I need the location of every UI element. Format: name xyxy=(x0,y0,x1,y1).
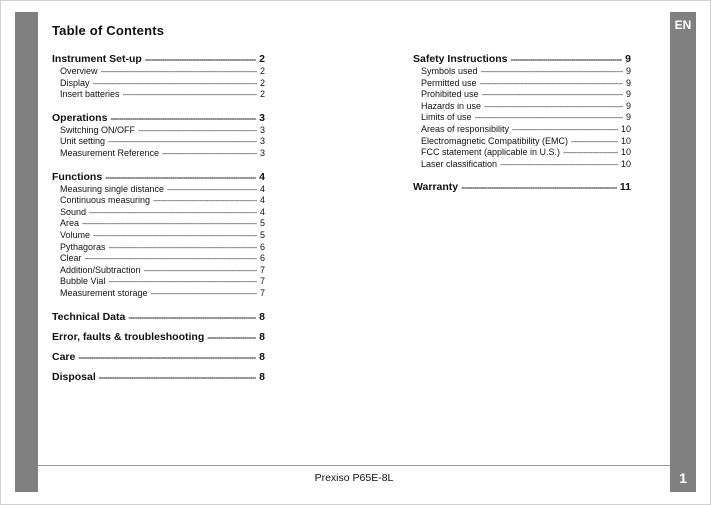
toc-heading[interactable] xyxy=(52,370,265,384)
toc-entry-page-number: 10 xyxy=(620,123,631,134)
toc-entry[interactable] xyxy=(52,148,265,160)
dot-leader xyxy=(123,90,257,102)
right-margin-bar xyxy=(670,12,696,492)
toc-entry-label: Permitted use xyxy=(421,77,477,88)
toc-heading-page-number: 11 xyxy=(619,181,631,194)
language-badge: EN xyxy=(674,18,692,32)
dot-leader xyxy=(207,331,256,345)
toc-entry-page-number: 7 xyxy=(259,264,265,275)
dot-leader xyxy=(162,149,257,161)
dot-leader xyxy=(78,351,256,365)
toc-entry-page-number: 9 xyxy=(625,100,631,111)
toc-heading-page-number: 9 xyxy=(625,53,631,65)
toc-heading-page-number: 8 xyxy=(259,370,265,383)
toc-entry-page-number: 10 xyxy=(620,147,631,158)
dot-leader xyxy=(128,311,256,325)
toc-heading[interactable] xyxy=(52,170,265,184)
toc-entry-label: Sound xyxy=(60,206,87,217)
dot-leader xyxy=(99,371,256,385)
toc-entry[interactable] xyxy=(52,265,265,277)
toc-section xyxy=(52,111,265,160)
toc-heading-label: Functions xyxy=(52,170,103,183)
left-margin-bar xyxy=(15,12,38,492)
toc-left-column xyxy=(52,52,265,384)
section-gap xyxy=(52,300,265,310)
dot-leader xyxy=(93,231,257,243)
toc-entry-label: Overview xyxy=(60,66,98,76)
footer-product-name: Prexiso P65E-8L xyxy=(314,472,394,484)
toc-entry-label: Continuous measuring xyxy=(60,195,151,206)
toc-entry[interactable] xyxy=(52,125,265,137)
toc-entry[interactable] xyxy=(413,159,631,171)
section-gap xyxy=(413,170,631,180)
toc-entry-page-number: 9 xyxy=(625,77,631,88)
toc-entry[interactable] xyxy=(52,89,265,101)
toc-heading-page-number: 8 xyxy=(259,330,265,343)
dot-leader xyxy=(563,148,618,160)
toc-entry-page-number: 4 xyxy=(259,206,265,217)
toc-entry-page-number: 5 xyxy=(259,218,265,229)
toc-heading-label: Operations xyxy=(52,111,108,124)
toc-entry-label: Clear xyxy=(60,253,82,264)
toc-heading[interactable] xyxy=(52,350,265,364)
toc-entry-label: Area xyxy=(60,218,80,229)
toc-entry[interactable] xyxy=(52,184,265,196)
toc-entry-label: Areas of responsibility xyxy=(421,123,510,134)
toc-entry[interactable] xyxy=(52,207,265,219)
toc-entry-label: Unit setting xyxy=(60,136,106,147)
dot-leader xyxy=(461,181,617,195)
toc-entry-page-number: 9 xyxy=(625,89,631,100)
toc-entry[interactable] xyxy=(413,89,631,101)
toc-entry-page-number: 3 xyxy=(259,124,265,135)
toc-heading-label: Warranty xyxy=(413,181,459,194)
toc-entry-label: Display xyxy=(60,77,90,88)
page-title: Table of Contents xyxy=(52,23,165,38)
toc-heading-label: Instrument Set-up xyxy=(52,53,142,65)
dot-leader xyxy=(144,266,257,278)
toc-section xyxy=(413,52,631,170)
toc-right-column xyxy=(413,52,631,194)
toc-entry[interactable] xyxy=(413,112,631,124)
toc-heading-label: Disposal xyxy=(52,370,96,383)
toc-entry[interactable] xyxy=(52,66,265,78)
toc-entry[interactable] xyxy=(52,136,265,148)
dot-leader xyxy=(167,185,257,197)
toc-entry-page-number: 10 xyxy=(620,135,631,146)
toc-entry-label: Measuring single distance xyxy=(60,183,165,194)
toc-entry-label: Insert batteries xyxy=(60,89,120,100)
toc-entry-page-number: 9 xyxy=(625,66,631,76)
toc-heading-page-number: 2 xyxy=(259,53,265,65)
toc-entry-page-number: 7 xyxy=(259,287,265,298)
toc-section xyxy=(52,370,265,384)
toc-heading-page-number: 8 xyxy=(259,350,265,363)
toc-entry-label: Limits of use xyxy=(421,112,472,123)
toc-section xyxy=(52,170,265,300)
toc-heading[interactable] xyxy=(52,330,265,344)
toc-entry-label: Addition/Subtraction xyxy=(60,264,141,275)
toc-entry[interactable] xyxy=(413,78,631,90)
dot-leader xyxy=(110,112,256,126)
toc-heading[interactable] xyxy=(413,52,631,66)
toc-section xyxy=(52,350,265,364)
dot-leader xyxy=(109,243,257,255)
toc-heading[interactable] xyxy=(413,180,631,194)
toc-entry-page-number: 2 xyxy=(259,66,265,76)
dot-leader xyxy=(500,160,618,172)
toc-entry-page-number: 10 xyxy=(620,158,631,169)
dot-leader xyxy=(151,289,257,301)
dot-leader xyxy=(153,196,257,208)
dot-leader xyxy=(511,53,623,67)
toc-entry-page-number: 2 xyxy=(259,77,265,88)
footer-divider xyxy=(38,465,670,466)
toc-entry[interactable] xyxy=(413,124,631,136)
toc-heading-page-number: 8 xyxy=(259,310,265,323)
toc-heading-label: Technical Data xyxy=(52,310,126,323)
toc-entry-page-number: 2 xyxy=(259,89,265,100)
toc-entry[interactable] xyxy=(52,195,265,207)
toc-entry-label: Pythagoras xyxy=(60,241,106,252)
toc-heading-label: Error, faults & troubleshooting xyxy=(52,330,205,343)
toc-entry-label: Electromagnetic Compatibility (EMC) xyxy=(421,135,569,146)
toc-entry[interactable] xyxy=(413,101,631,113)
dot-leader xyxy=(138,126,257,138)
dot-leader xyxy=(481,67,623,79)
toc-entry[interactable] xyxy=(413,66,631,78)
toc-entry-label: Bubble Vial xyxy=(60,276,106,287)
toc-entry[interactable] xyxy=(52,276,265,288)
toc-entry[interactable] xyxy=(52,218,265,230)
toc-entry-label: FCC statement (applicable in U.S.) xyxy=(421,147,561,158)
toc-entry-page-number: 4 xyxy=(259,195,265,206)
dot-leader xyxy=(482,90,623,102)
toc-section xyxy=(52,52,265,101)
toc-heading-page-number: 3 xyxy=(259,111,265,124)
toc-entry-page-number: 6 xyxy=(259,241,265,252)
toc-entry[interactable] xyxy=(52,253,265,265)
toc-entry[interactable] xyxy=(52,242,265,254)
dot-leader xyxy=(101,67,257,79)
toc-heading-page-number: 4 xyxy=(259,170,265,183)
toc-entry-page-number: 7 xyxy=(259,276,265,287)
section-gap xyxy=(52,160,265,170)
dot-leader xyxy=(89,208,257,220)
toc-heading[interactable] xyxy=(52,111,265,125)
toc-entry-label: Measurement Reference xyxy=(60,147,160,158)
toc-heading[interactable] xyxy=(52,52,265,66)
toc-entry-page-number: 6 xyxy=(259,253,265,264)
dot-leader xyxy=(82,219,257,231)
toc-entry-label: Prohibited use xyxy=(421,89,479,100)
toc-entry-label: Laser classification xyxy=(421,158,498,169)
toc-entry[interactable] xyxy=(52,230,265,242)
toc-entry-label: Volume xyxy=(60,229,91,240)
toc-section xyxy=(413,180,631,194)
section-gap xyxy=(52,101,265,111)
page-number: 1 xyxy=(679,470,687,486)
toc-entry-page-number: 9 xyxy=(625,112,631,123)
toc-entry[interactable] xyxy=(413,147,631,159)
dot-leader xyxy=(105,171,256,185)
toc-heading-label: Care xyxy=(52,350,76,363)
toc-entry-label: Symbols used xyxy=(421,66,478,76)
toc-section xyxy=(52,330,265,344)
toc-entry-page-number: 5 xyxy=(259,229,265,240)
toc-entry-page-number: 4 xyxy=(259,183,265,194)
dot-leader xyxy=(480,79,623,91)
toc-entry[interactable] xyxy=(52,288,265,300)
dot-leader xyxy=(484,102,623,114)
toc-entry-label: Measurement storage xyxy=(60,287,148,298)
dot-leader xyxy=(145,53,256,67)
toc-entry-page-number: 3 xyxy=(259,147,265,158)
toc-entry-page-number: 3 xyxy=(259,136,265,147)
dot-leader xyxy=(571,137,618,149)
toc-entry-label: Switching ON/OFF xyxy=(60,124,136,135)
toc-section xyxy=(52,310,265,324)
toc-heading[interactable] xyxy=(52,310,265,324)
toc-heading-label: Safety Instructions xyxy=(413,53,508,65)
toc-entry[interactable] xyxy=(52,78,265,90)
toc-entry[interactable] xyxy=(413,136,631,148)
toc-entry-label: Hazards in use xyxy=(421,100,482,111)
